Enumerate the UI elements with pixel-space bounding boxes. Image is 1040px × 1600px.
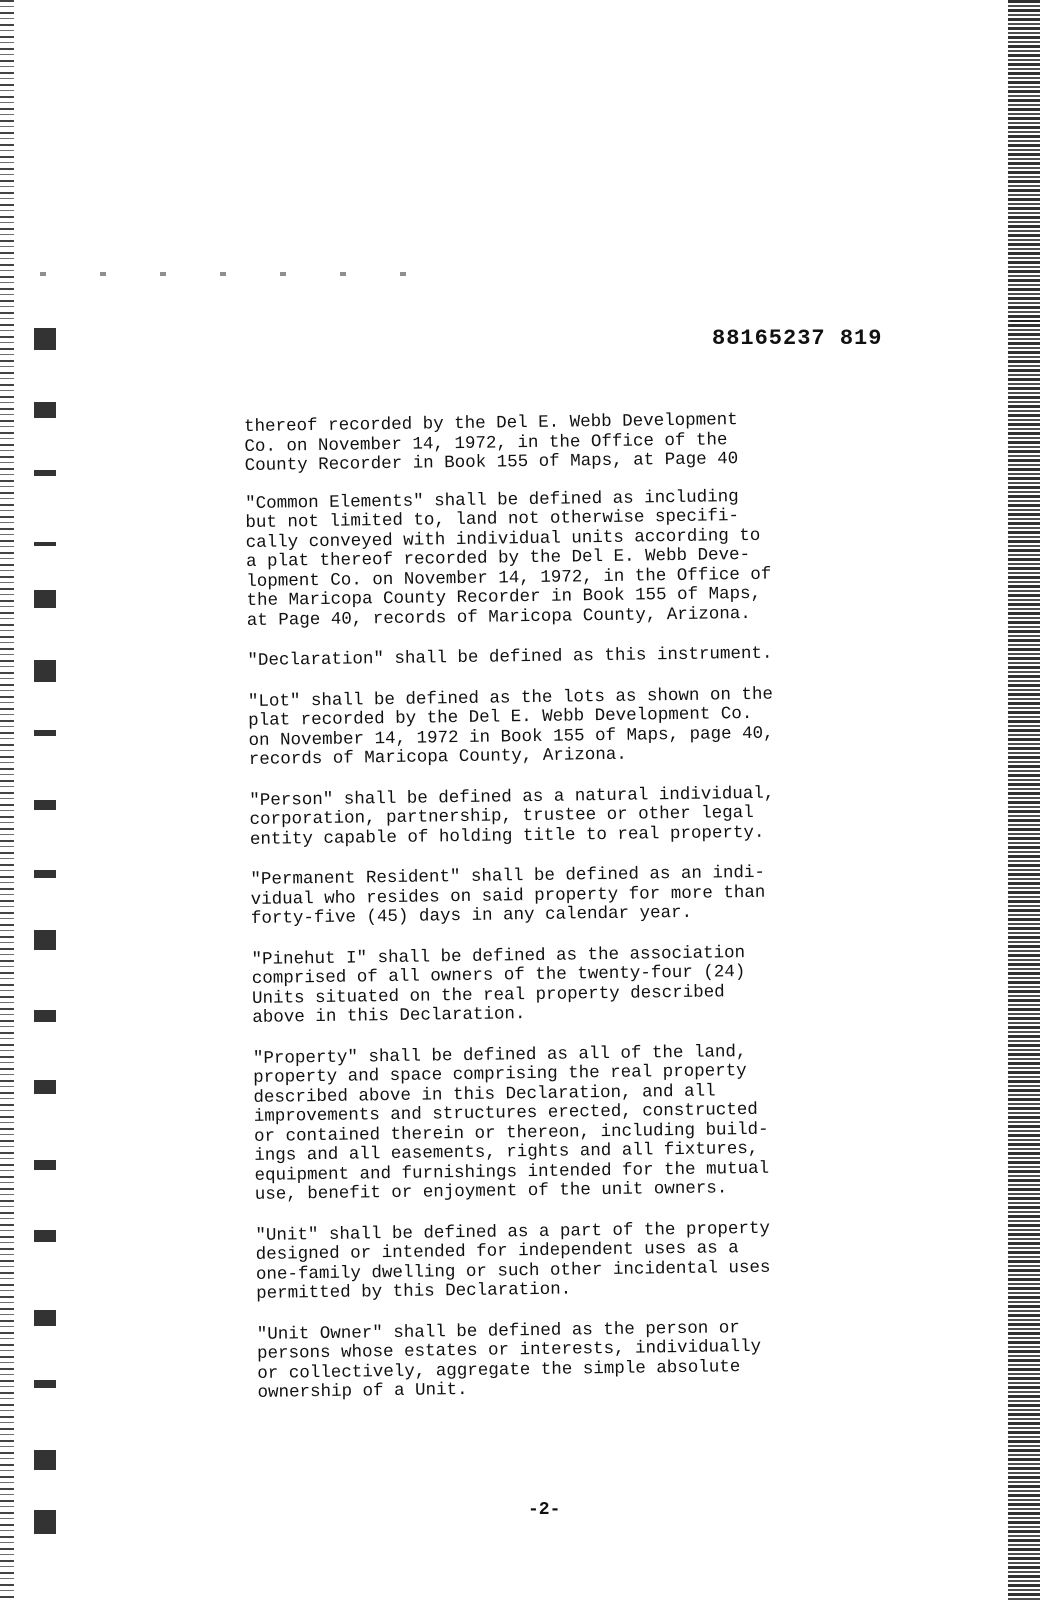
paragraph-continuation: thereof recorded by the Del E. Webb Development Co. on November 14, 1972, in the Office of the County Recorder in Book 155 of Maps, at Page 40 (243, 410, 739, 476)
definition-lot: "Lot" shall be defined as the lots as shown on the plat recorded by the Del E. Webb Development Co. on November 14, 1972 in Book 155 of Maps, page 40, records of Maricopa County, Arizona. (247, 684, 774, 770)
page-number: -2- (528, 1500, 561, 1520)
scan-noise-dots (40, 272, 460, 276)
definition-permanent-resident: "Permanent Resident" shall be defined as an indi- vidual who resides on said property for more than forty-five (45) days in any calendar year. (250, 862, 766, 929)
scan-edge-right (1008, 0, 1040, 1600)
definitions-text (244, 409, 878, 1424)
definition-pinehut-i: "Pinehut I" shall be defined as the association comprised of all owners of the twenty-four (24) Units situated on the real property described above in this Declaration. (251, 942, 746, 1028)
scan-margin-marks (28, 320, 68, 1600)
recording-number: 88165237 819 (712, 326, 883, 351)
scan-rule (1010, 320, 1040, 322)
definition-common-elements: "Common Elements" shall be defined as including but not limited to, land not otherwise specifi- cally conveyed with individual units according to a plat thereof recorded by the Del E. Webb Deve- lopment Co. on November 14, 1972, in the Office of the Maricopa County Recorder in Book 155 of Maps, at Page 40, records of Maricopa County, Arizona. (245, 486, 772, 631)
definition-property: "Property" shall be defined as all of the land, property and space comprising the real property described above in this Declaration, and all improvements and structures erected, constructed or contained therein or thereon, including build- ings and all easements, rights and all fixtures, equipment and furnishings intended for the mutual use, benefit or enjoyment of the unit owners. (252, 1041, 770, 1205)
scan-edge-left (0, 0, 14, 1600)
definition-person: "Person" shall be defined as a natural individual, corporation, partnership, trustee or other legal entity capable of holding title to real property. (249, 783, 775, 850)
definition-declaration: "Declaration" shall be defined as this instrument. (247, 643, 773, 671)
definition-unit: "Unit" shall be defined as a part of the property designed or intended for independent uses as a one-family dwelling or such other incidental uses permitted by this Declaration. (255, 1218, 771, 1304)
definition-unit-owner: "Unit Owner" shall be defined as the person or persons whose estates or interests, individually or collectively, aggregate the simple absolute ownership of a Unit. (256, 1317, 762, 1403)
